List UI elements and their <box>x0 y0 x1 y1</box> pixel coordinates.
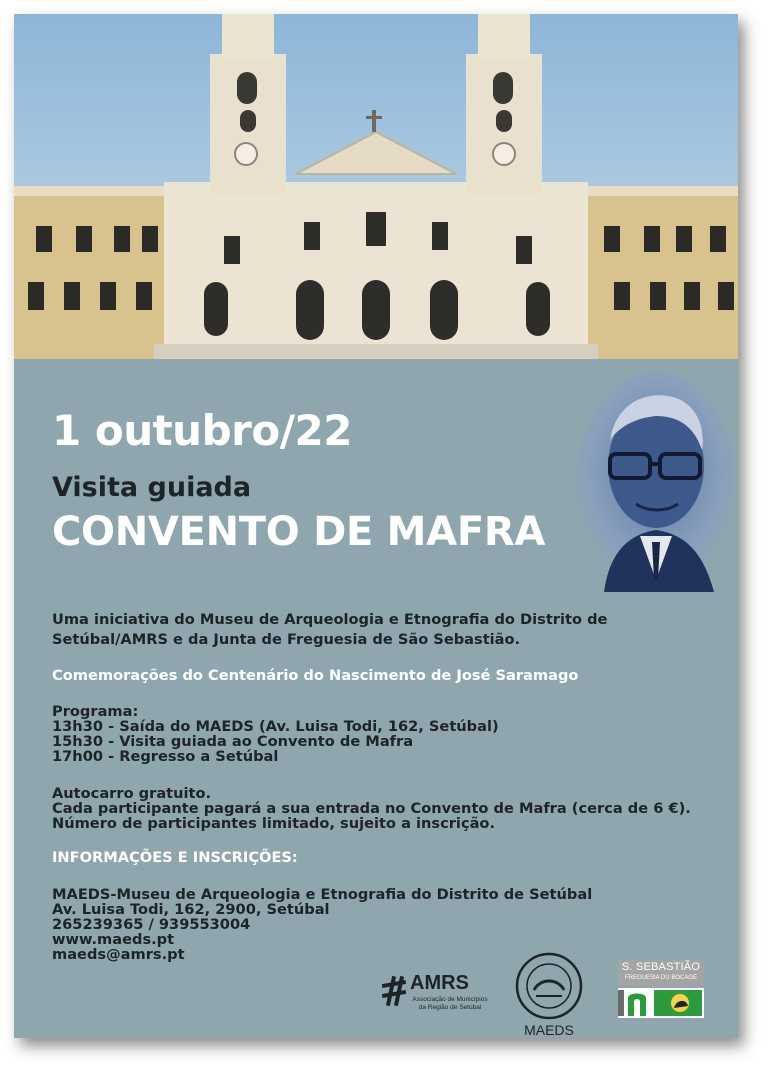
contacts-list <box>52 887 732 962</box>
program-item: 15h30 - Visita guiada ao Convento de Mafra <box>52 733 414 750</box>
saramago-portrait <box>574 370 734 592</box>
sseb-name: S. SEBASTIÃO <box>621 961 701 973</box>
contact-website[interactable]: www.maeds.pt <box>52 931 175 948</box>
program-item: 13h30 - Saída do MAEDS (Av. Luisa Todi, 162, Setúbal) <box>52 718 499 735</box>
sseb-subtitle: FREGUESIA DU BOCAGE <box>624 975 697 981</box>
intro-line: Uma iniciativa do Museu de Arqueologia e Etnografia do Distrito de <box>52 611 608 628</box>
sseb-banner <box>618 960 704 986</box>
convent-photo <box>14 14 738 359</box>
amrs-logo <box>380 972 492 1022</box>
intro-line: Setúbal/AMRS e da Junta de Freguesia de São Sebastião. <box>52 631 521 648</box>
sseb-emblem-icon <box>618 988 704 1018</box>
sao-sebastiao-logo <box>618 960 704 1018</box>
program-list <box>52 704 732 764</box>
program-heading: Programa: <box>52 703 139 720</box>
contact-email[interactable]: maeds@amrs.pt <box>52 946 185 963</box>
event-title: CONVENTO DE MAFRA <box>52 509 546 555</box>
note-item: Cada participante pagará a sua entrada no Convento de Mafra (cerca de 6 €). <box>52 800 691 817</box>
amrs-subtitle: Associação de Municípios da Região de Setúbal <box>412 996 488 1011</box>
amrs-name: AMRS <box>410 972 469 994</box>
info-heading: INFORMAÇÕES E INSCRIÇÕES: <box>52 849 298 866</box>
event-subtitle: Visita guiada <box>52 472 252 503</box>
program-item: 17h00 - Regresso a Setúbal <box>52 748 279 765</box>
event-poster <box>14 14 738 1038</box>
intro-paragraph <box>52 610 732 650</box>
contact-org: MAEDS-Museu de Arqueologia e Etnografia do Distrito de Setúbal <box>52 886 593 903</box>
contact-phone: 265239365 / 939553004 <box>52 916 251 933</box>
note-item: Autocarro gratuito. <box>52 785 212 802</box>
commemoration-text: Comemorações do Centenário do Nascimento de José Saramago <box>52 667 579 684</box>
maeds-logo <box>512 952 586 1038</box>
contact-address: Av. Luisa Todi, 162, 2900, Setúbal <box>52 901 330 918</box>
notes-list <box>52 786 732 831</box>
note-item: Número de participantes limitado, sujeito a inscrição. <box>52 815 496 832</box>
poster-body <box>52 610 732 962</box>
event-date: 1 outubro/22 <box>52 406 352 455</box>
maeds-seal-icon <box>512 952 586 1020</box>
amrs-mark-icon <box>380 974 410 1010</box>
maeds-name: MAEDS <box>524 1022 574 1038</box>
